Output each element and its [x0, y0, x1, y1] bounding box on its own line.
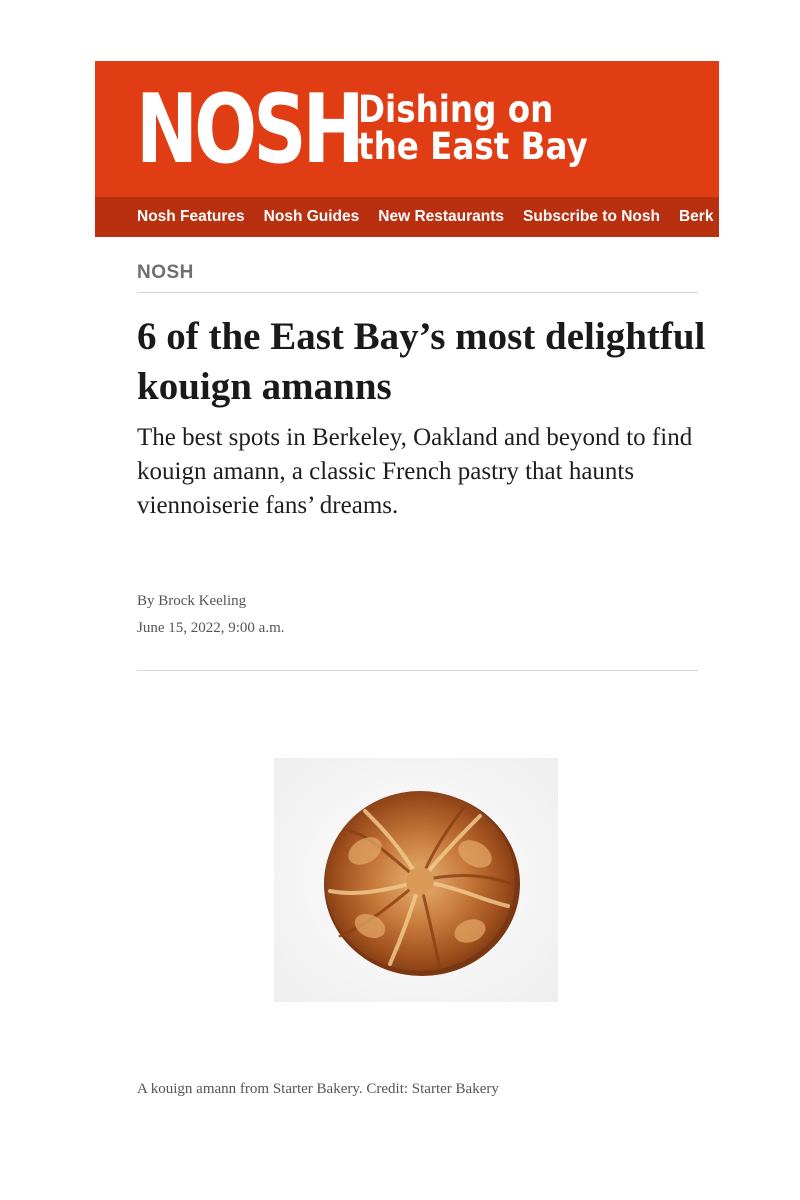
tagline-line-1: Dishing on [358, 88, 554, 131]
article-photo-kouign-amann [270, 756, 560, 1006]
pastry-image [270, 756, 560, 1006]
nav-item-berkeley[interactable]: Berk [678, 208, 714, 225]
logo-wordmark: NOSH [136, 75, 361, 185]
byline-divider [137, 670, 698, 671]
site-tagline [358, 88, 588, 168]
section-divider [137, 292, 698, 293]
nav-item-new-restaurants[interactable]: New Restaurants [378, 208, 505, 225]
article-date: June 15, 2022, 9:00 a.m. [137, 620, 285, 636]
site-masthead [95, 61, 719, 237]
main-nav [95, 197, 719, 237]
nav-item-nosh-guides[interactable]: Nosh Guides [263, 208, 360, 225]
article-dek: The best spots in Berkeley, Oakland and beyond to find kouign amann, a classic French pastry that haunts viennoiserie fans’ dreams. [137, 424, 693, 519]
site-logo[interactable] [136, 75, 619, 199]
nav-item-nosh-features[interactable]: Nosh Features [137, 208, 245, 225]
image-caption: A kouign amann from Starter Bakery. Credit: Starter Bakery [137, 1081, 499, 1097]
article-headline: 6 of the East Bay’s most delightful kouign amanns [137, 315, 706, 408]
nav-item-subscribe[interactable]: Subscribe to Nosh [523, 208, 660, 225]
article-byline[interactable]: By Brock Keeling [137, 593, 247, 609]
section-label[interactable]: NOSH [137, 262, 194, 283]
tagline-line-2: the East Bay [358, 125, 588, 168]
